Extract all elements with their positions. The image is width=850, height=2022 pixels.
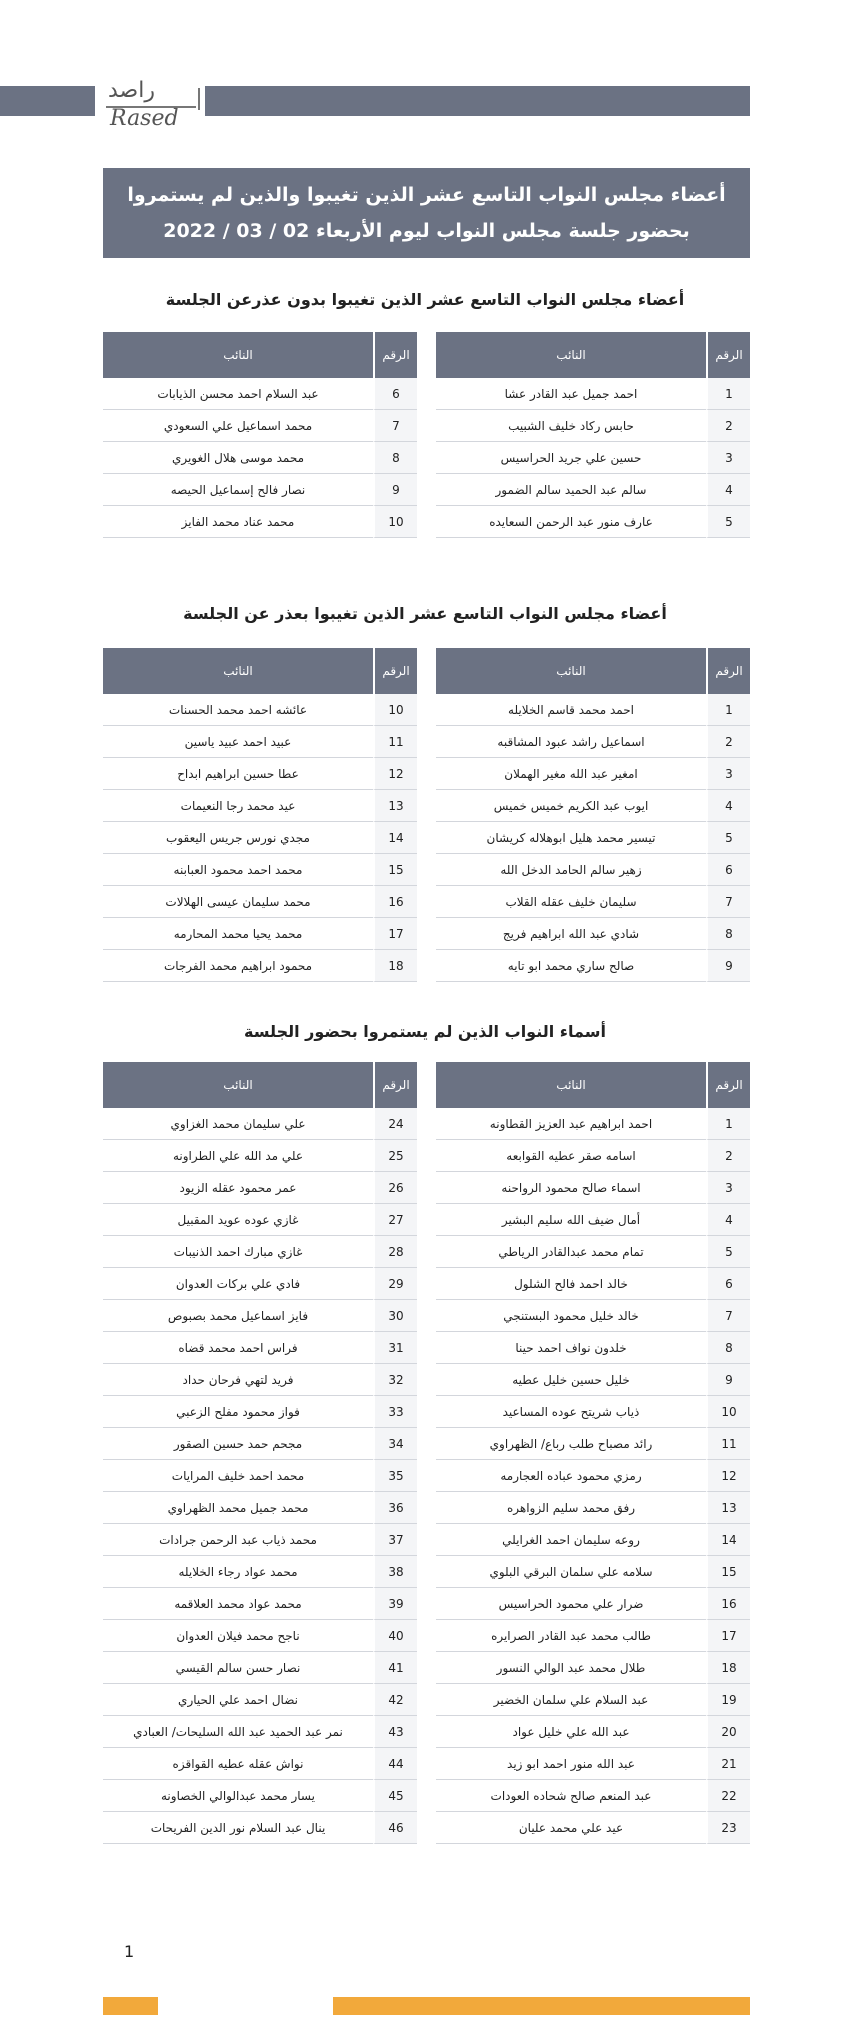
deputy-name: سليمان خليف عقله القلاب xyxy=(436,886,706,918)
logo-arabic-text: راصد xyxy=(108,78,155,103)
deputy-name: رائد مصباح طلب رباع/ الظهراوي xyxy=(436,1428,706,1460)
deputy-name: نمر عبد الحميد عبد الله السليحات/ العبادي xyxy=(103,1716,373,1748)
row-number: 24 xyxy=(373,1108,417,1140)
page-number: 1 xyxy=(124,1942,135,1961)
row-number: 5 xyxy=(706,506,750,538)
row-number: 9 xyxy=(706,1364,750,1396)
deputy-name: عبد السلام احمد محسن الذيابات xyxy=(103,378,373,410)
row-number: 5 xyxy=(706,822,750,854)
row-number: 1 xyxy=(706,694,750,726)
deputy-name: تيسير محمد هليل ابوهلاله كريشان xyxy=(436,822,706,854)
deputy-name: علي مد الله علي الطراونه xyxy=(103,1140,373,1172)
table-row xyxy=(436,1428,750,1460)
table-row xyxy=(436,1684,750,1716)
header-line-2: بحضور جلسة مجلس النواب ليوم الأربعاء 02 / 03 / 2022 xyxy=(163,220,690,242)
deputy-name: محمد اسماعيل علي السعودي xyxy=(103,410,373,442)
row-number: 35 xyxy=(373,1460,417,1492)
column-header-number: الرقم xyxy=(373,648,417,694)
deputy-name: مجحم حمد حسين الصقور xyxy=(103,1428,373,1460)
row-number: 32 xyxy=(373,1364,417,1396)
deputy-name: محمد عناد محمد الفايز xyxy=(103,506,373,538)
row-number: 25 xyxy=(373,1140,417,1172)
deputy-name: طلال محمد عبد الوالي النسور xyxy=(436,1652,706,1684)
deputy-name: فواز محمود مفلح الزعبي xyxy=(103,1396,373,1428)
row-number: 6 xyxy=(373,378,417,410)
deputy-name: خليل حسين خليل عطيه xyxy=(436,1364,706,1396)
table-row xyxy=(103,1428,417,1460)
deputy-name: محمد عواد محمد العلاقمه xyxy=(103,1588,373,1620)
table-row xyxy=(436,1236,750,1268)
table-row xyxy=(436,1204,750,1236)
table-row xyxy=(103,822,417,854)
row-number: 4 xyxy=(706,790,750,822)
deputy-name: سلامه علي سلمان البرقي البلوي xyxy=(436,1556,706,1588)
table-row xyxy=(103,378,417,410)
table-row xyxy=(436,1268,750,1300)
row-number: 10 xyxy=(706,1396,750,1428)
row-number: 18 xyxy=(373,950,417,982)
column-header-name: النائب xyxy=(436,1062,706,1108)
row-number: 19 xyxy=(706,1684,750,1716)
deputy-name: عارف منور عبد الرحمن السعايده xyxy=(436,506,706,538)
deputy-name: ايوب عبد الكريم خميس خميس xyxy=(436,790,706,822)
deputy-name: عيد محمد رجا النعيمات xyxy=(103,790,373,822)
section2-title: أعضاء مجلس النواب التاسع عشر الذين تغيبوا بعذر عن الجلسة xyxy=(183,604,667,623)
table-row xyxy=(103,790,417,822)
deputy-name: فريد لتهي فرحان حداد xyxy=(103,1364,373,1396)
table-row xyxy=(436,442,750,474)
row-number: 8 xyxy=(706,918,750,950)
deputy-name: احمد ابراهيم عبد العزيز القطاونه xyxy=(436,1108,706,1140)
table-row xyxy=(436,1460,750,1492)
table-row xyxy=(103,1684,417,1716)
deputy-name: نواش عقله عطيه القواقزه xyxy=(103,1748,373,1780)
row-number: 9 xyxy=(373,474,417,506)
row-number: 44 xyxy=(373,1748,417,1780)
section3-right-table xyxy=(436,1062,750,1844)
deputy-name: احمد محمد قاسم الخلايله xyxy=(436,694,706,726)
column-header-name: النائب xyxy=(103,332,373,378)
logo-latin-text: Rased xyxy=(110,106,179,131)
table-row xyxy=(103,758,417,790)
deputy-name: عيد علي محمد عليان xyxy=(436,1812,706,1844)
row-number: 7 xyxy=(706,886,750,918)
column-header-number: الرقم xyxy=(706,332,750,378)
deputy-name: نصار حسن سالم القيسي xyxy=(103,1652,373,1684)
row-number: 4 xyxy=(706,474,750,506)
deputy-name: عمر محمود عقله الزيود xyxy=(103,1172,373,1204)
table-row xyxy=(436,790,750,822)
table-header-row xyxy=(436,1062,750,1108)
table-row xyxy=(103,918,417,950)
top-bar-left xyxy=(0,86,95,116)
deputy-name: محمد سليمان عيسى الهلالات xyxy=(103,886,373,918)
table-row xyxy=(436,506,750,538)
row-number: 41 xyxy=(373,1652,417,1684)
deputy-name: صالح ساري محمد ابو تايه xyxy=(436,950,706,982)
row-number: 2 xyxy=(706,410,750,442)
table-row xyxy=(436,1748,750,1780)
row-number: 12 xyxy=(373,758,417,790)
table-row xyxy=(436,758,750,790)
deputy-name: امغير عبد الله مغير الهملان xyxy=(436,758,706,790)
row-number: 14 xyxy=(706,1524,750,1556)
table-row xyxy=(103,1300,417,1332)
row-number: 39 xyxy=(373,1588,417,1620)
deputy-name: ذياب شريتح عوده المساعيد xyxy=(436,1396,706,1428)
deputy-name: رمزي محمود عباده العجارمه xyxy=(436,1460,706,1492)
table-row xyxy=(103,1620,417,1652)
row-number: 1 xyxy=(706,378,750,410)
table-row xyxy=(436,694,750,726)
table-row xyxy=(436,726,750,758)
column-header-number: الرقم xyxy=(706,648,750,694)
table-row xyxy=(103,442,417,474)
deputy-name: أمال ضيف الله سليم البشير xyxy=(436,1204,706,1236)
table-row xyxy=(436,1300,750,1332)
deputy-name: احمد جميل عبد القادر عشا xyxy=(436,378,706,410)
deputy-name: رفق محمد سليم الزواهره xyxy=(436,1492,706,1524)
deputy-name: محمود ابراهيم محمد الفرجات xyxy=(103,950,373,982)
header-line-1: أعضاء مجلس النواب التاسع عشر الذين تغيبوا والذين لم يستمروا xyxy=(127,184,726,206)
row-number: 43 xyxy=(373,1716,417,1748)
row-number: 7 xyxy=(706,1300,750,1332)
table-row xyxy=(436,950,750,982)
row-number: 46 xyxy=(373,1812,417,1844)
deputy-name: اسامه صقر عطيه القوابعه xyxy=(436,1140,706,1172)
column-header-name: النائب xyxy=(103,648,373,694)
row-number: 8 xyxy=(706,1332,750,1364)
row-number: 10 xyxy=(373,694,417,726)
deputy-name: عبد الله علي خليل عواد xyxy=(436,1716,706,1748)
table-row xyxy=(436,1492,750,1524)
row-number: 36 xyxy=(373,1492,417,1524)
row-number: 31 xyxy=(373,1332,417,1364)
footer-bar-left xyxy=(103,1997,158,2015)
table-row xyxy=(103,1652,417,1684)
column-header-number: الرقم xyxy=(706,1062,750,1108)
row-number: 37 xyxy=(373,1524,417,1556)
table-row xyxy=(103,854,417,886)
table-header-row xyxy=(103,648,417,694)
row-number: 7 xyxy=(373,410,417,442)
deputy-name: نصار فالح إسماعيل الحيصه xyxy=(103,474,373,506)
deputy-name: عطا حسين ابراهيم ابداح xyxy=(103,758,373,790)
table-row xyxy=(436,474,750,506)
deputy-name: يسار محمد عبدالوالي الخصاونه xyxy=(103,1780,373,1812)
deputy-name: ضرار علي محمود الحراسيس xyxy=(436,1588,706,1620)
deputy-name: ينال عبد السلام نور الدين الفريحات xyxy=(103,1812,373,1844)
table-row xyxy=(103,1332,417,1364)
deputy-name: تمام محمد عبدالقادر الرياطي xyxy=(436,1236,706,1268)
row-number: 2 xyxy=(706,726,750,758)
table-row xyxy=(436,1172,750,1204)
table-header-row xyxy=(436,332,750,378)
table-row xyxy=(103,1524,417,1556)
row-number: 4 xyxy=(706,1204,750,1236)
deputy-name: طالب محمد عبد القادر الصرايره xyxy=(436,1620,706,1652)
deputy-name: اسماء صالح محمود الرواحنه xyxy=(436,1172,706,1204)
row-number: 1 xyxy=(706,1108,750,1140)
row-number: 8 xyxy=(373,442,417,474)
table-row xyxy=(103,886,417,918)
row-number: 17 xyxy=(373,918,417,950)
row-number: 14 xyxy=(373,822,417,854)
deputy-name: عبد الله منور احمد ابو زيد xyxy=(436,1748,706,1780)
row-number: 3 xyxy=(706,442,750,474)
section3-left-table xyxy=(103,1062,417,1844)
deputy-name: عبد المنعم صالح شحاده العودات xyxy=(436,1780,706,1812)
table-row xyxy=(436,1140,750,1172)
row-number: 33 xyxy=(373,1396,417,1428)
section2-left-table xyxy=(103,648,417,982)
row-number: 38 xyxy=(373,1556,417,1588)
deputy-name: غازي مبارك احمد الذنيبات xyxy=(103,1236,373,1268)
column-header-name: النائب xyxy=(103,1062,373,1108)
deputy-name: عائشه احمد محمد الحسنات xyxy=(103,694,373,726)
table-row xyxy=(103,726,417,758)
deputy-name: سالم عبد الحميد سالم الضمور xyxy=(436,474,706,506)
table-row xyxy=(436,1716,750,1748)
deputy-name: محمد ذياب عبد الرحمن جرادات xyxy=(103,1524,373,1556)
table-header-row xyxy=(436,648,750,694)
section2-right-table xyxy=(436,648,750,982)
deputy-name: عبيد احمد عبيد ياسين xyxy=(103,726,373,758)
section1-right-table xyxy=(436,332,750,538)
table-row xyxy=(103,506,417,538)
table-header-row xyxy=(103,1062,417,1108)
row-number: 3 xyxy=(706,758,750,790)
row-number: 15 xyxy=(373,854,417,886)
table-row xyxy=(436,1556,750,1588)
row-number: 45 xyxy=(373,1780,417,1812)
table-row xyxy=(103,1172,417,1204)
row-number: 3 xyxy=(706,1172,750,1204)
table-row xyxy=(436,822,750,854)
table-row xyxy=(103,1236,417,1268)
table-row xyxy=(103,1588,417,1620)
deputy-name: مجدي نورس جريس اليعقوب xyxy=(103,822,373,854)
table-row xyxy=(436,1364,750,1396)
deputy-name: حسين علي جريد الحراسيس xyxy=(436,442,706,474)
logo-divider xyxy=(198,88,200,110)
deputy-name: حابس ركاد خليف الشبيب xyxy=(436,410,706,442)
table-row xyxy=(436,854,750,886)
table-row xyxy=(436,378,750,410)
row-number: 11 xyxy=(373,726,417,758)
row-number: 13 xyxy=(373,790,417,822)
table-row xyxy=(436,1396,750,1428)
row-number: 18 xyxy=(706,1652,750,1684)
document-header xyxy=(103,168,750,258)
table-row xyxy=(103,1268,417,1300)
row-number: 27 xyxy=(373,1204,417,1236)
row-number: 12 xyxy=(706,1460,750,1492)
deputy-name: محمد موسى هلال الغويري xyxy=(103,442,373,474)
column-header-number: الرقم xyxy=(373,1062,417,1108)
deputy-name: غازي عوده عويد المقبيل xyxy=(103,1204,373,1236)
row-number: 30 xyxy=(373,1300,417,1332)
table-row xyxy=(103,1556,417,1588)
table-row xyxy=(103,1812,417,1844)
table-row xyxy=(103,410,417,442)
row-number: 28 xyxy=(373,1236,417,1268)
table-row xyxy=(436,886,750,918)
deputy-name: فادي علي بركات العدوان xyxy=(103,1268,373,1300)
row-number: 5 xyxy=(706,1236,750,1268)
row-number: 26 xyxy=(373,1172,417,1204)
row-number: 2 xyxy=(706,1140,750,1172)
footer-bar-right xyxy=(333,1997,750,2015)
row-number: 23 xyxy=(706,1812,750,1844)
row-number: 16 xyxy=(706,1588,750,1620)
table-row xyxy=(103,1108,417,1140)
deputy-name: فراس احمد محمد قضاه xyxy=(103,1332,373,1364)
row-number: 13 xyxy=(706,1492,750,1524)
deputy-name: نضال احمد علي الحياري xyxy=(103,1684,373,1716)
deputy-name: خلدون نواف احمد حينا xyxy=(436,1332,706,1364)
section1-title: أعضاء مجلس النواب التاسع عشر الذين تغيبوا بدون عذرعن الجلسة xyxy=(165,290,685,309)
deputy-name: ناجح محمد فيلان العدوان xyxy=(103,1620,373,1652)
row-number: 34 xyxy=(373,1428,417,1460)
table-row xyxy=(436,1620,750,1652)
table-row xyxy=(103,1396,417,1428)
row-number: 21 xyxy=(706,1748,750,1780)
row-number: 10 xyxy=(373,506,417,538)
table-row xyxy=(103,1780,417,1812)
table-row xyxy=(103,1364,417,1396)
table-row xyxy=(103,1748,417,1780)
row-number: 16 xyxy=(373,886,417,918)
deputy-name: محمد احمد خليف المرايات xyxy=(103,1460,373,1492)
table-row xyxy=(103,1716,417,1748)
column-header-name: النائب xyxy=(436,648,706,694)
deputy-name: خالد خليل محمود البستنجي xyxy=(436,1300,706,1332)
row-number: 17 xyxy=(706,1620,750,1652)
table-row xyxy=(103,1492,417,1524)
table-row xyxy=(436,1588,750,1620)
deputy-name: عبد السلام علي سلمان الخضير xyxy=(436,1684,706,1716)
table-row xyxy=(436,918,750,950)
table-row xyxy=(436,1652,750,1684)
row-number: 22 xyxy=(706,1780,750,1812)
deputy-name: خالد احمد فالح الشلول xyxy=(436,1268,706,1300)
deputy-name: شادي عبد الله ابراهيم فريج xyxy=(436,918,706,950)
row-number: 40 xyxy=(373,1620,417,1652)
table-row xyxy=(436,1108,750,1140)
deputy-name: محمد جميل محمد الظهراوي xyxy=(103,1492,373,1524)
table-row xyxy=(103,474,417,506)
top-bar-right xyxy=(205,86,750,116)
table-row xyxy=(436,1332,750,1364)
table-row xyxy=(436,1780,750,1812)
table-row xyxy=(436,1524,750,1556)
table-row xyxy=(103,694,417,726)
deputy-name: اسماعيل راشد عبود المشاقبه xyxy=(436,726,706,758)
row-number: 6 xyxy=(706,854,750,886)
deputy-name: محمد عواد رجاء الخلايله xyxy=(103,1556,373,1588)
table-row xyxy=(103,1460,417,1492)
table-header-row xyxy=(103,332,417,378)
deputy-name: محمد احمد محمود العبابنه xyxy=(103,854,373,886)
row-number: 29 xyxy=(373,1268,417,1300)
row-number: 6 xyxy=(706,1268,750,1300)
deputy-name: روعه سليمان احمد الغرايلي xyxy=(436,1524,706,1556)
row-number: 11 xyxy=(706,1428,750,1460)
deputy-name: فايز اسماعيل محمد بصبوص xyxy=(103,1300,373,1332)
row-number: 9 xyxy=(706,950,750,982)
row-number: 15 xyxy=(706,1556,750,1588)
row-number: 42 xyxy=(373,1684,417,1716)
column-header-number: الرقم xyxy=(373,332,417,378)
deputy-name: محمد يحيا محمد المحارمه xyxy=(103,918,373,950)
table-row xyxy=(436,1812,750,1844)
deputy-name: علي سليمان محمد الغزاوي xyxy=(103,1108,373,1140)
table-row xyxy=(103,950,417,982)
section1-left-table xyxy=(103,332,417,538)
section3-title: أسماء النواب الذين لم يستمروا بحضور الجلسة xyxy=(244,1022,606,1041)
column-header-name: النائب xyxy=(436,332,706,378)
table-row xyxy=(436,410,750,442)
table-row xyxy=(103,1140,417,1172)
table-row xyxy=(103,1204,417,1236)
rased-logo xyxy=(102,78,202,138)
row-number: 20 xyxy=(706,1716,750,1748)
deputy-name: زهير سالم الحامد الدخل الله xyxy=(436,854,706,886)
